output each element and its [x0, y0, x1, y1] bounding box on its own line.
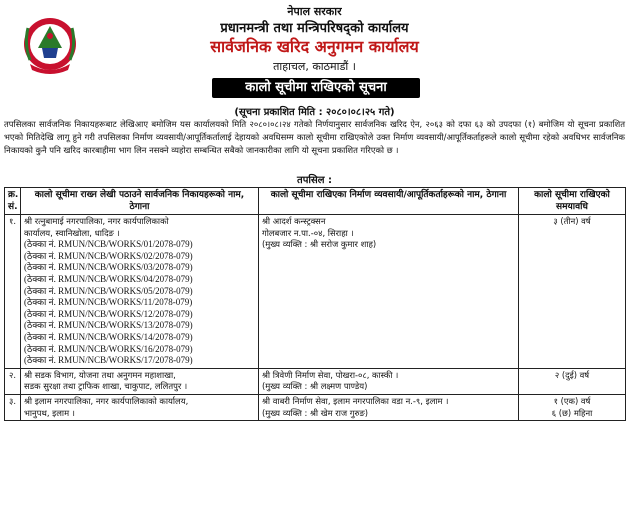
row-agency [21, 215, 259, 369]
row-duration [519, 368, 626, 394]
row-agency [21, 394, 259, 420]
table-header-row [5, 188, 626, 215]
details-heading: तपसिल : [297, 175, 332, 186]
row-agency-line: कार्यालय, स्वानिखोला, धादिङ । [24, 227, 120, 238]
row-vendor [259, 394, 519, 420]
row-agency-line: श्री रत्नुबामाई नगरपालिका, नगर कार्यपालिकाको [24, 216, 169, 226]
office-address: ताहाचल, काठमाडौं । [273, 60, 356, 73]
row-agency-line: भानुपथ, इलाम । [24, 407, 75, 418]
row-vendor [259, 368, 519, 394]
row-agency-line: सडक सुरक्षा तथा ट्राफिक शाखा, चाकुपाट, ललितपुर । [24, 381, 188, 392]
office-parent-name: प्रधानमन्त्री तथा मन्त्रिपरिषद्को कार्यालय [220, 21, 409, 36]
row-vendor-line: (मुख्य व्यक्ति : श्री खेम राज गुरुङ) [262, 407, 369, 418]
header-agency: कालो सूचीमा राख्न लेखी पठाउने सार्वजनिक निकायहरूको नाम, ठेगाना [21, 188, 259, 215]
row-agency-line: (ठेक्का नं. RMUN/NCB/WORKS/17/2078-079) [24, 355, 193, 366]
row-serial: २. [5, 368, 21, 394]
notice-body: तपसिलका सार्वजनिक निकायहरूबाट लेखिआए बमोजिम यस कार्यालयको मिति २०८०।०८।२४ गतेको निर्णयानुसार सार्वजनिक खरिद ऐन, २०६३ को दफा ६३ को उपदफा (१) बमोजिम यो सूचना प्रकाशित भएको मितिदेखि लागू हुने गरी तपसिलका निर्माण व्यवसायी/आपूर्तिकर्तालाई देहायको अवधिसम्म कालो सूचीमा राखिएकोले उक्त निर्माण व्यवसायी/आपूर्तिकर्ताहरूले कालो सूचीमा रहेको अवधिभर सार्वजनिक निकायको कुनै पनि खरिद कारबाहीमा भाग लिन नसक्ने व्यहोरा सम्बन्धित सबैको जानकारीका लागि यो सूचना प्रकाशित गरिएको छ । [4, 119, 625, 155]
publication-date: (सूचना प्रकाशित मिति : २०८०।०८।२५ गते) [234, 107, 395, 118]
blacklist-table [4, 187, 626, 421]
row-agency-line: (ठेक्का नं. RMUN/NCB/WORKS/05/2078-079) [24, 285, 193, 296]
row-vendor-line: श्री वाबरी निर्माण सेवा, इलाम नगरपालिका वडा न.-९, इलाम । [262, 395, 449, 406]
row-agency-line: (ठेक्का नं. RMUN/NCB/WORKS/03/2078-079) [24, 262, 193, 273]
table-row [5, 215, 626, 369]
header-duration: कालो सूचीमा राखिएको समयावधि [519, 188, 626, 215]
row-vendor-line: गोलबजार न.पा.-०४, सिराहा । [262, 227, 354, 238]
header-serial: क्र. सं. [5, 188, 21, 215]
row-agency-line: (ठेक्का नं. RMUN/NCB/WORKS/02/2078-079) [24, 250, 193, 261]
row-vendor [259, 215, 519, 369]
row-agency-line: (ठेक्का नं. RMUN/NCB/WORKS/16/2078-079) [24, 343, 193, 354]
row-agency-line: (ठेक्का नं. RMUN/NCB/WORKS/11/2078-079) [24, 297, 193, 308]
row-duration-line: ६ (छ) महिना [551, 407, 593, 418]
row-agency-line: श्री सडक विभाग, योजना तथा अनुगमन महाशाखा, [24, 369, 176, 380]
row-vendor-line: श्री आदर्श कन्स्ट्रक्सन [262, 216, 326, 226]
row-vendor-line: (मुख्य व्यक्ति : श्री लक्ष्मण पाण्डेय) [262, 381, 368, 392]
row-serial: ३. [5, 394, 21, 420]
row-duration-line: २ (दुई) वर्ष [554, 369, 590, 380]
row-agency-line: (ठेक्का नं. RMUN/NCB/WORKS/12/2078-079) [24, 308, 193, 319]
row-agency-line: (ठेक्का नं. RMUN/NCB/WORKS/14/2078-079) [24, 331, 193, 342]
table-body [5, 215, 626, 421]
table-row [5, 368, 626, 394]
row-agency-line: (ठेक्का नं. RMUN/NCB/WORKS/01/2078-079) [24, 239, 193, 250]
office-name: सार्वजनिक खरिद अनुगमन कार्यालय [210, 37, 419, 56]
header-vendor: कालो सूचीमा राखिएका निर्माण व्यवसायी/आपूर्तिकर्ताहरूको नाम, ठेगाना [259, 188, 519, 215]
row-agency [21, 368, 259, 394]
row-duration-line: १ (एक) वर्ष [553, 395, 591, 406]
table-row [5, 394, 626, 420]
row-vendor-line: श्री त्रिवेणी निर्माण सेवा, पोखरा-०८, कास्की । [262, 369, 399, 380]
row-agency-line: (ठेक्का नं. RMUN/NCB/WORKS/04/2078-079) [24, 273, 193, 284]
row-duration [519, 394, 626, 420]
row-agency-line: (ठेक्का नं. RMUN/NCB/WORKS/13/2078-079) [24, 320, 193, 331]
row-serial: १. [5, 215, 21, 369]
govt-name: नेपाल सरकार [287, 5, 342, 18]
row-duration-line: ३ (तीन) वर्ष [553, 216, 591, 226]
notice-title: कालो सूचीमा राखिएको सूचना [212, 78, 420, 98]
notice-header [0, 0, 629, 120]
row-duration [519, 215, 626, 369]
row-agency-line: श्री इलाम नगरपालिका, नगर कार्यपालिकाको कार्यालय, [24, 395, 189, 406]
row-vendor-line: (मुख्य व्यक्ति : श्री सरोज कुमार शाह) [262, 239, 377, 250]
